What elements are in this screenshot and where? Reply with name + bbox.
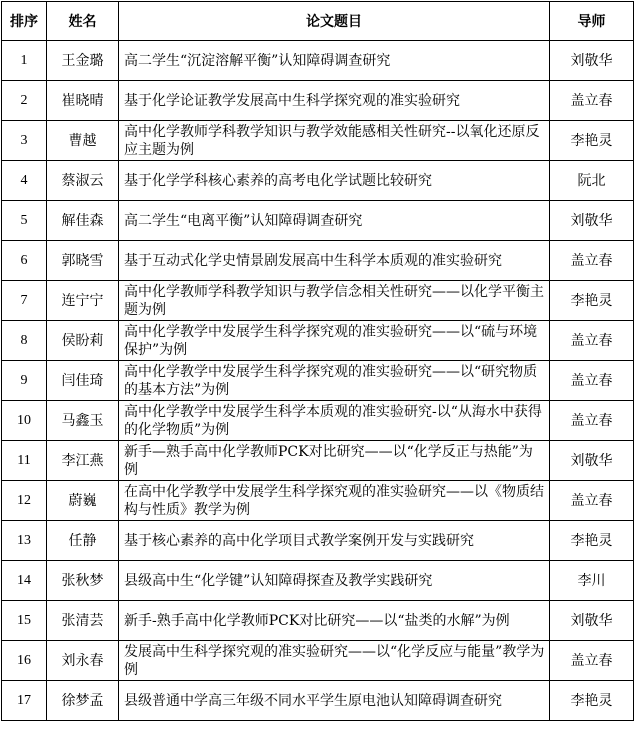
- header-name: 姓名: [47, 2, 119, 41]
- advisor-cell: 刘敬华: [550, 41, 634, 81]
- rank-cell: 13: [2, 521, 47, 561]
- advisor-cell: 刘敬华: [550, 441, 634, 481]
- rank-cell: 6: [2, 241, 47, 281]
- table-header-row: [2, 2, 634, 41]
- title-cell: 基于核心素养的高中化学项目式教学案例开发与实践研究: [119, 521, 550, 561]
- name-cell: 崔晓晴: [47, 81, 119, 121]
- title-cell: 县级普通中学高三年级不同水平学生原电池认知障碍调查研究: [119, 681, 550, 721]
- rank-cell: 7: [2, 281, 47, 321]
- title-cell: 高中化学教师学科教学知识与教学效能感相关性研究--以氧化还原反应主题为例: [119, 121, 550, 161]
- rank-cell: 9: [2, 361, 47, 401]
- title-cell: 在高中化学教学中发展学生科学探究观的准实验研究——以《物质结构与性质》教学为例: [119, 481, 550, 521]
- table-row: [2, 241, 634, 281]
- name-cell: 曹越: [47, 121, 119, 161]
- table-row: [2, 641, 634, 681]
- table-row: [2, 321, 634, 361]
- title-cell: 高中化学教师学科教学知识与教学信念相关性研究——以化学平衡主题为例: [119, 281, 550, 321]
- rank-cell: 11: [2, 441, 47, 481]
- table-row: [2, 121, 634, 161]
- rank-cell: 15: [2, 601, 47, 641]
- title-cell: 高二学生“沉淀溶解平衡”认知障碍调查研究: [119, 41, 550, 81]
- name-cell: 蔡淑云: [47, 161, 119, 201]
- name-cell: 蔚巍: [47, 481, 119, 521]
- rank-cell: 5: [2, 201, 47, 241]
- header-rank: 排序: [2, 2, 47, 41]
- title-cell: 发展高中生科学探究观的准实验研究——以“化学反应与能量”教学为例: [119, 641, 550, 681]
- title-cell: 县级高中生“化学键”认知障碍探查及教学实践研究: [119, 561, 550, 601]
- advisor-cell: 盖立春: [550, 321, 634, 361]
- advisor-cell: 盖立春: [550, 361, 634, 401]
- header-title: 论文题目: [119, 2, 550, 41]
- title-cell: 新手—熟手高中化学教师PCK对比研究——以“化学反正与热能”为例: [119, 441, 550, 481]
- name-cell: 张秋梦: [47, 561, 119, 601]
- name-cell: 徐梦孟: [47, 681, 119, 721]
- rank-cell: 14: [2, 561, 47, 601]
- rank-cell: 17: [2, 681, 47, 721]
- table-row: [2, 401, 634, 441]
- rank-cell: 12: [2, 481, 47, 521]
- header-advisor: 导师: [550, 2, 634, 41]
- name-cell: 连宁宁: [47, 281, 119, 321]
- rank-cell: 16: [2, 641, 47, 681]
- name-cell: 张清芸: [47, 601, 119, 641]
- rank-cell: 8: [2, 321, 47, 361]
- table-row: [2, 161, 634, 201]
- title-cell: 基于化学学科核心素养的高考电化学试题比较研究: [119, 161, 550, 201]
- advisor-cell: 李艳灵: [550, 681, 634, 721]
- title-cell: 基于化学论证教学发展高中生科学探究观的准实验研究: [119, 81, 550, 121]
- advisor-cell: 李川: [550, 561, 634, 601]
- table-row: [2, 201, 634, 241]
- title-cell: 高二学生“电离平衡”认知障碍调查研究: [119, 201, 550, 241]
- advisor-cell: 刘敬华: [550, 601, 634, 641]
- table-row: [2, 521, 634, 561]
- name-cell: 任静: [47, 521, 119, 561]
- advisor-cell: 阮北: [550, 161, 634, 201]
- table-row: [2, 361, 634, 401]
- rank-cell: 2: [2, 81, 47, 121]
- rank-cell: 4: [2, 161, 47, 201]
- rank-cell: 3: [2, 121, 47, 161]
- name-cell: 王金璐: [47, 41, 119, 81]
- title-cell: 基于互动式化学史情景剧发展高中生科学本质观的准实验研究: [119, 241, 550, 281]
- table-row: [2, 601, 634, 641]
- title-cell: 高中化学教学中发展学生科学探究观的准实验研究——以“研究物质的基本方法”为例: [119, 361, 550, 401]
- rank-cell: 10: [2, 401, 47, 441]
- name-cell: 刘永春: [47, 641, 119, 681]
- table-row: [2, 561, 634, 601]
- advisor-cell: 刘敬华: [550, 201, 634, 241]
- advisor-cell: 李艳灵: [550, 521, 634, 561]
- table-row: [2, 81, 634, 121]
- advisor-cell: 李艳灵: [550, 121, 634, 161]
- name-cell: 李江燕: [47, 441, 119, 481]
- name-cell: 解佳森: [47, 201, 119, 241]
- advisor-cell: 李艳灵: [550, 281, 634, 321]
- advisor-cell: 盖立春: [550, 81, 634, 121]
- table-row: [2, 441, 634, 481]
- rank-cell: 1: [2, 41, 47, 81]
- name-cell: 郭晓雪: [47, 241, 119, 281]
- table-row: [2, 41, 634, 81]
- advisor-cell: 盖立春: [550, 401, 634, 441]
- advisor-cell: 盖立春: [550, 641, 634, 681]
- name-cell: 马鑫玉: [47, 401, 119, 441]
- advisor-cell: 盖立春: [550, 241, 634, 281]
- name-cell: 侯盼莉: [47, 321, 119, 361]
- table-row: [2, 481, 634, 521]
- name-cell: 闫佳琦: [47, 361, 119, 401]
- advisor-cell: 盖立春: [550, 481, 634, 521]
- thesis-table: [1, 1, 634, 721]
- table-row: [2, 681, 634, 721]
- title-cell: 新手-熟手高中化学教师PCK对比研究——以“盐类的水解”为例: [119, 601, 550, 641]
- table-row: [2, 281, 634, 321]
- table-body: [2, 41, 634, 721]
- title-cell: 高中化学教学中发展学生科学探究观的准实验研究——以“硫与环境保护”为例: [119, 321, 550, 361]
- title-cell: 高中化学教学中发展学生科学本质观的准实验研究-以“从海水中获得的化学物质”为例: [119, 401, 550, 441]
